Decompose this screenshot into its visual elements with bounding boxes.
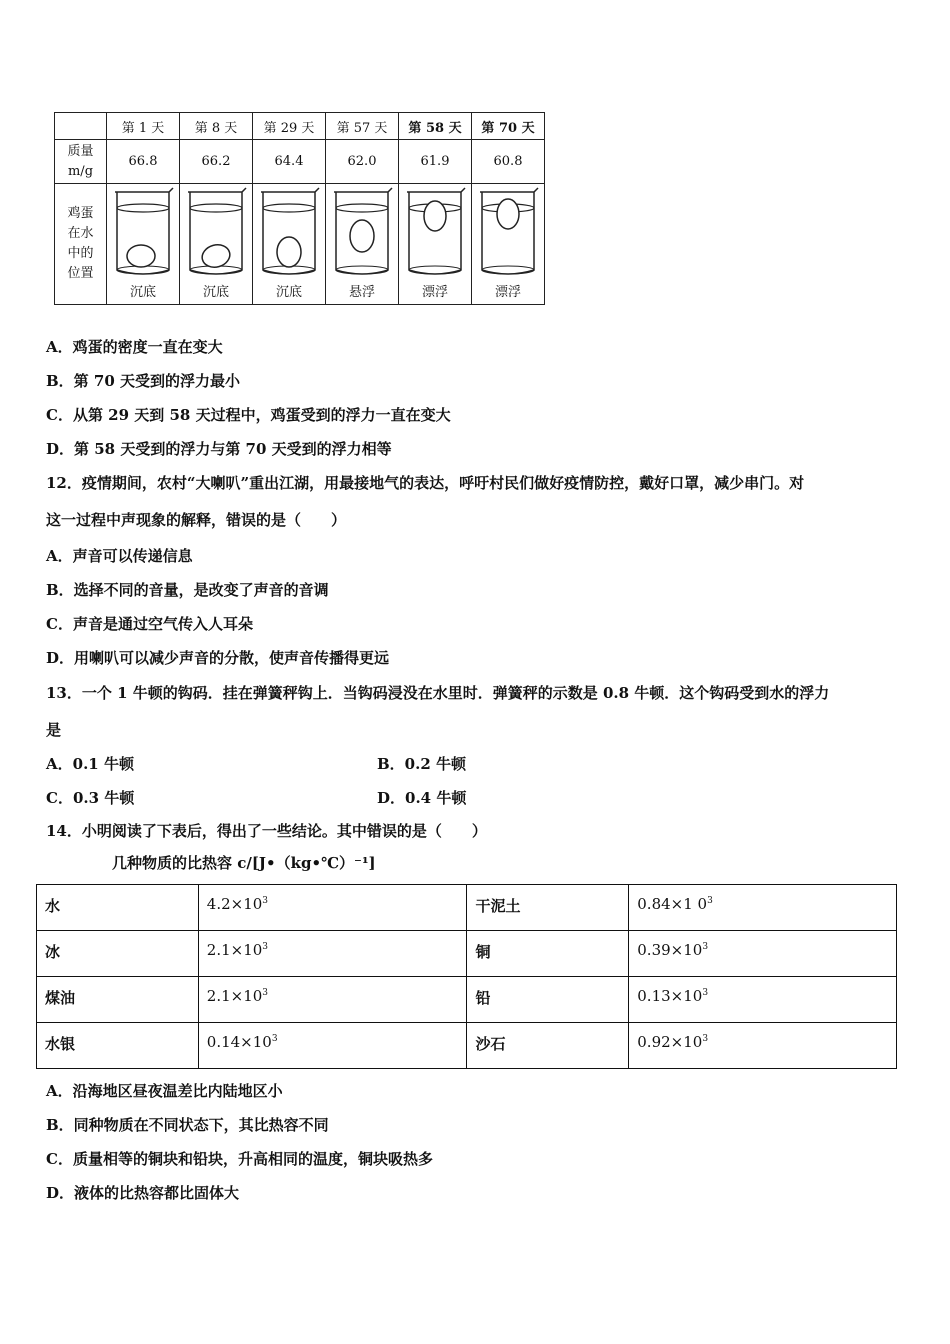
beaker-suspended-icon [330, 186, 394, 282]
mass-row [55, 140, 545, 184]
q13-stem-cont: 是 [46, 721, 62, 739]
beaker-cell [326, 184, 399, 305]
position-label-line: 鸡蛋 [67, 206, 94, 221]
value-mantissa: 0.84×1 0 [637, 895, 708, 913]
table-row [37, 931, 897, 977]
table-row [37, 977, 897, 1023]
beaker-cell [253, 184, 326, 305]
value-mantissa: 0.92×10 [637, 1033, 703, 1051]
corner-cell [55, 113, 107, 140]
q12-stem: 12．疫情期间，农村“大喇叭”重出江湖，用最接地气的表达，呼吁村民们做好疫情防控，戴好口罩，减少串门。对 [46, 474, 805, 492]
egg-experiment-table [54, 112, 545, 305]
substance-cell: 铅 [467, 977, 629, 1023]
mass-value: 66.2 [180, 140, 253, 184]
q12-option-d: D．用喇叭可以减少声音的分散，使声音传播得更远 [46, 649, 390, 667]
mass-value: 66.8 [107, 140, 180, 184]
day-header: 第 58 天 [399, 113, 472, 140]
q13-option-c: C．0.3 牛顿 [46, 789, 135, 807]
q11-option-c: C．从第 29 天到 58 天过程中，鸡蛋受到的浮力一直在变大 [46, 406, 451, 424]
value-cell [629, 885, 897, 931]
substance-cell: 水银 [37, 1023, 199, 1069]
day-header: 第 8 天 [180, 113, 253, 140]
beaker-sunk-icon [184, 186, 248, 282]
value-exponent: 3 [702, 988, 709, 998]
q12-option-c: C．声音是通过空气传入人耳朵 [46, 615, 253, 633]
value-cell [198, 977, 467, 1023]
value-cell [629, 977, 897, 1023]
mass-value: 64.4 [253, 140, 326, 184]
q14-option-b: B．同种物质在不同状态下，其比热容不同 [46, 1116, 329, 1134]
egg-state: 沉底 [202, 285, 229, 300]
q14-option-d: D．液体的比热容都比固体大 [46, 1184, 240, 1202]
egg-state: 沉底 [275, 285, 302, 300]
table-row [37, 1023, 897, 1069]
q11-option-b: B．第 70 天受到的浮力最小 [46, 372, 240, 390]
value-mantissa: 0.39×10 [637, 941, 703, 959]
egg-state: 沉底 [129, 285, 156, 300]
value-exponent: 3 [702, 942, 709, 952]
mass-label [55, 140, 107, 184]
substance-cell: 沙石 [467, 1023, 629, 1069]
beaker-cell [107, 184, 180, 305]
value-mantissa: 4.2×10 [206, 895, 263, 913]
position-label-line: 在水 [67, 226, 94, 241]
q14-option-a: A．沿海地区昼夜温差比内陆地区小 [46, 1082, 283, 1100]
q13-stem: 13．一个 1 牛顿的钩码．挂在弹簧秤钩上．当钩码浸没在水里时．弹簧秤的示数是 0.8 牛顿．这个钩码受到水的浮力 [46, 684, 830, 702]
q11-option-d: D．第 58 天受到的浮力与第 70 天受到的浮力相等 [46, 440, 392, 458]
q12-stem-cont: 这一过程中声现象的解释，错误的是（ ） [46, 511, 347, 529]
day-header: 第 29 天 [253, 113, 326, 140]
day-header: 第 57 天 [326, 113, 399, 140]
position-label-line: 位置 [67, 266, 94, 281]
substance-cell: 铜 [467, 931, 629, 977]
value-cell [629, 1023, 897, 1069]
value-exponent: 3 [702, 1034, 709, 1044]
day-header: 第 1 天 [107, 113, 180, 140]
q13-option-b: B．0.2 牛顿 [377, 755, 466, 773]
value-mantissa: 2.1×10 [206, 987, 263, 1005]
value-exponent: 3 [707, 896, 713, 906]
beaker-floating-icon [403, 186, 467, 282]
egg-state: 漂浮 [421, 285, 448, 300]
table-row [37, 885, 897, 931]
value-cell [629, 931, 897, 977]
beaker-cell [399, 184, 472, 305]
q13-option-a: A．0.1 牛顿 [46, 755, 134, 773]
substance-cell: 煤油 [37, 977, 199, 1023]
value-exponent: 3 [271, 1034, 278, 1044]
egg-state: 悬浮 [348, 285, 375, 300]
value-mantissa: 0.14×10 [206, 1033, 272, 1051]
beaker-cell [472, 184, 545, 305]
value-exponent: 3 [262, 942, 269, 952]
q14-option-c: C．质量相等的铜块和铅块，升高相同的温度，铜块吸热多 [46, 1150, 433, 1168]
mass-label-line: 质量 [67, 143, 94, 159]
q14-stem: 14．小明阅读了下表后，得出了一些结论。其中错误的是（ ） [46, 822, 487, 840]
substance-cell: 冰 [37, 931, 199, 977]
position-label [55, 184, 107, 305]
mass-value: 61.9 [399, 140, 472, 184]
value-exponent: 3 [262, 896, 269, 906]
substance-cell: 干泥土 [467, 885, 629, 931]
value-mantissa: 0.13×10 [637, 987, 703, 1005]
day-header: 第 70 天 [472, 113, 545, 140]
beaker-sunk-icon [257, 186, 321, 282]
q12-option-a: A．声音可以传递信息 [46, 547, 193, 565]
value-cell [198, 885, 467, 931]
q11-option-a: A．鸡蛋的密度一直在变大 [46, 338, 223, 356]
mass-label-unit: m/g [67, 163, 94, 179]
q12-option-b: B．选择不同的音量，是改变了声音的音调 [46, 581, 329, 599]
beaker-floating-icon [476, 186, 540, 282]
q13-option-d: D．0.4 牛顿 [377, 789, 467, 807]
mass-value: 60.8 [472, 140, 545, 184]
position-label-line: 中的 [67, 246, 94, 261]
specific-heat-table [36, 884, 897, 1069]
value-cell [198, 1023, 467, 1069]
beaker-cell [180, 184, 253, 305]
position-row [55, 184, 545, 305]
value-mantissa: 2.1×10 [206, 941, 263, 959]
mass-value: 62.0 [326, 140, 399, 184]
beaker-sunk-icon [111, 186, 175, 282]
value-exponent: 3 [262, 988, 269, 998]
egg-state: 漂浮 [494, 285, 521, 300]
substance-cell: 水 [37, 885, 199, 931]
day-header-row [55, 113, 545, 140]
value-cell [198, 931, 467, 977]
table-caption: 几种物质的比热容 c/[J•（kg•℃）⁻¹] [112, 854, 376, 872]
